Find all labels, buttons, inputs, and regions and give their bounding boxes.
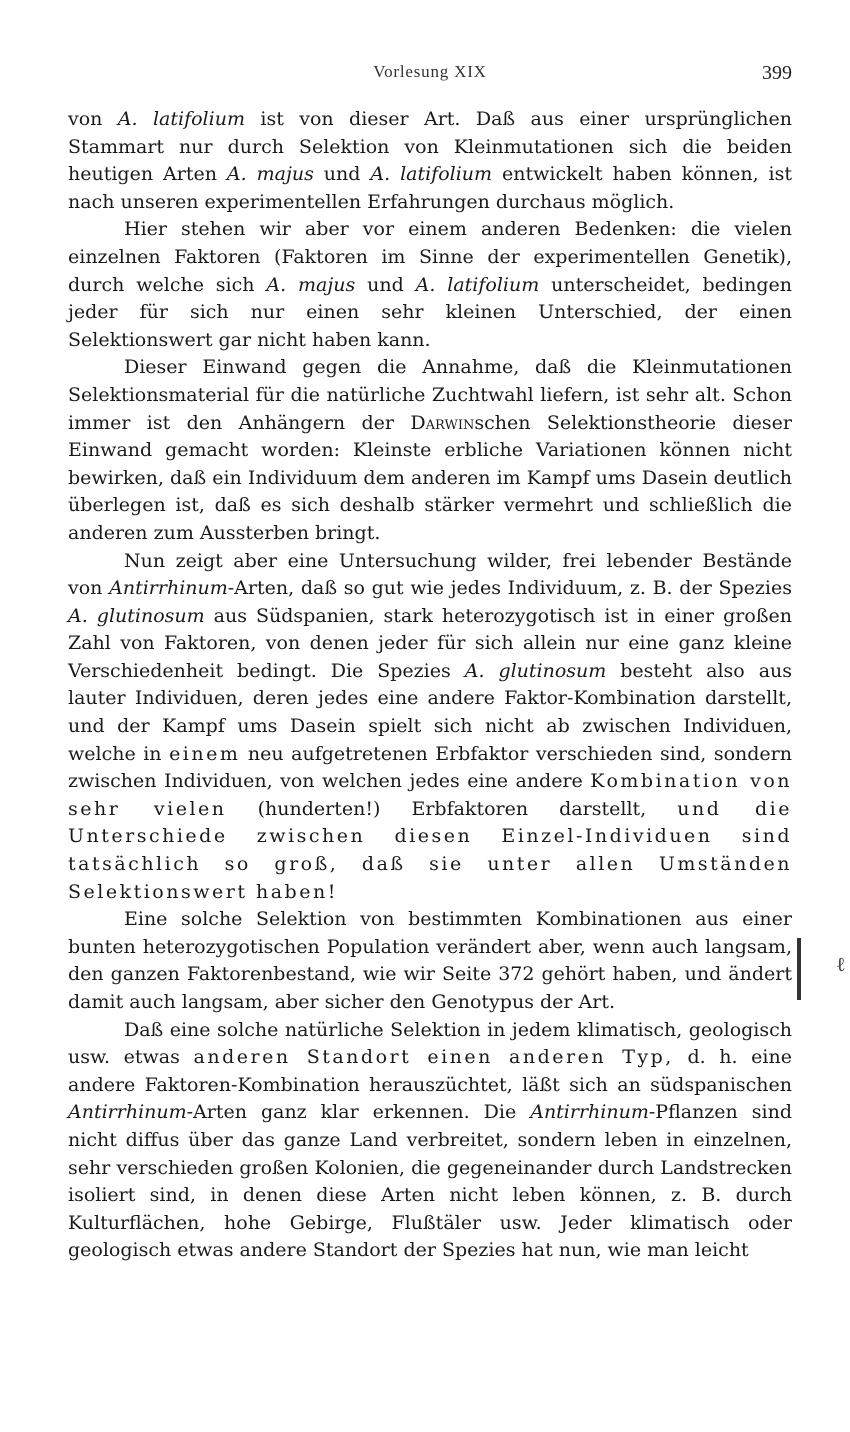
italic-term: A. latifolium [370, 163, 493, 186]
text-run: neu aufgetretenen Erbfaktor verschieden sind, sondern zwischen Individuen, von welchen jedes eine andere [68, 742, 792, 793]
spaced-emphasis: einem [169, 742, 241, 765]
text-run: schen Selektionstheorie dieser Einwand gemacht worden: Kleinste erbliche Variationen können nicht bewirken, daß ein Individuum dem anderen im Kampf ums Dasein deutlich überlegen ist, daß es sich deshalb stärker vermehrt und schließlich die anderen zum Aussterben bringt. [68, 411, 792, 544]
paragraph [68, 906, 792, 1016]
text-run: Eine solche Selektion von bestimmten Kombinationen aus einer bunten heterozygotischen Population verändert aber, wenn auch langsam, den ganzen Faktorenbestand, wie wir Seite 372 gehört haben, und ändert damit auch langsam, aber sicher den Genotypus der Art. [68, 908, 792, 1013]
body-text [68, 106, 792, 1265]
page-header [68, 62, 792, 92]
italic-term: A. majus [226, 163, 314, 186]
italic-term: A. latifolium [415, 273, 540, 296]
italic-term: Antirrhinum [530, 1101, 649, 1124]
text-run: aus Südspanien, stark heterozygotisch ist in einer großen Zahl von Faktoren, von denen jeder für sich allein nur eine ganz kleine Verschiedenheit bedingt. Die Spezies [68, 604, 793, 682]
text-run: besteht also aus lauter Individuen, deren jedes eine andere Faktor-Kombination darstellt, und der Kampf ums Dasein spielt sich nicht ab zwischen Individuen, welche in [68, 659, 793, 765]
text-run: von [68, 108, 118, 130]
italic-term: A. glutinosum [464, 659, 607, 682]
spaced-emphasis: Kombination von sehr vielen [68, 770, 793, 820]
spaced-emphasis: und die Unterschiede zwischen diesen Einzel-Individuen sind tatsächlich so groß, daß sie unter allen Umständen Selektionswert haben! [68, 797, 793, 903]
text-run: ist von dieser Art. Daß aus einer ursprünglichen Stammart nur durch Selektion von Kleinmutationen sich die beiden heutigen Arten [68, 108, 792, 186]
text-run: (hunderten!) Erbfaktoren darstellt, [226, 797, 678, 820]
italic-term: Antirrhinum [109, 577, 228, 600]
paragraph [68, 354, 792, 547]
italic-term: Antirrhinum [68, 1101, 187, 1124]
margin-correction-bar [797, 938, 801, 1000]
text-run: Nun zeigt aber eine Untersuchung wilder, frei lebender Bestände von [68, 549, 792, 600]
margin-annotation: ℓ [836, 952, 846, 976]
spaced-emphasis: anderen Standort einen anderen Typ, [193, 1046, 674, 1069]
italic-term: A. glutinosum [68, 604, 205, 627]
italic-term: A. latifolium [117, 108, 245, 130]
paragraph [68, 548, 792, 907]
text-run: -Arten ganz klar erkennen. Die [186, 1101, 531, 1124]
paragraph [68, 106, 792, 216]
text-run: -Arten, daß so gut wie jedes Individuum, z. B. der Spezies [227, 577, 793, 600]
small-caps-name: Darwin [410, 411, 475, 434]
text-run: unterscheidet, bedingen jeder für sich nur einen sehr kleinen Unterschied, der einen Selektionswert gar nicht haben kann. [68, 273, 793, 351]
italic-term: A. majus [266, 273, 356, 296]
paragraph [68, 216, 792, 354]
text-run: d. h. eine andere Faktoren-Kombination herauszüchtet, läßt sich an südspanischen [68, 1046, 792, 1096]
text-run: Hier stehen wir aber vor einem anderen Bedenken: die vielen einzelnen Faktoren (Faktoren im Sinne der experimentellen Genetik), durch welche sich [68, 218, 792, 296]
text-run: und [313, 163, 371, 186]
paragraph [68, 1017, 792, 1265]
text-run: -Pflanzen sind nicht diffus über das ganze Land verbreitet, sondern leben in einzelnen, sehr verschieden großen Kolonien, die gegeneinander durch Landstrecken isoliert sind, in denen diese Arten nicht leben können, z. B. durch Kulturflächen, hohe Gebirge, Flußtäler usw. Jeder klimatisch oder geologisch etwas andere Standort der Spezies hat nun, wie man leicht [68, 1101, 792, 1262]
text-run: entwickelt haben können, ist nach unseren experimentellen Erfahrungen durchaus möglich. [68, 163, 793, 213]
running-head: Vorlesung XIX [373, 62, 487, 81]
text-run: Daß eine solche natürliche Selektion in jedem klimatisch, geologisch usw. etwas [68, 1018, 792, 1069]
text-run: und [355, 273, 416, 296]
page-number: 399 [762, 62, 792, 84]
text-run: Dieser Einwand gegen die Annahme, daß die Kleinmutationen Selektionsmaterial für die natürliche Zuchtwahl liefern, ist sehr alt. Schon immer ist den Anhängern der [68, 356, 792, 434]
